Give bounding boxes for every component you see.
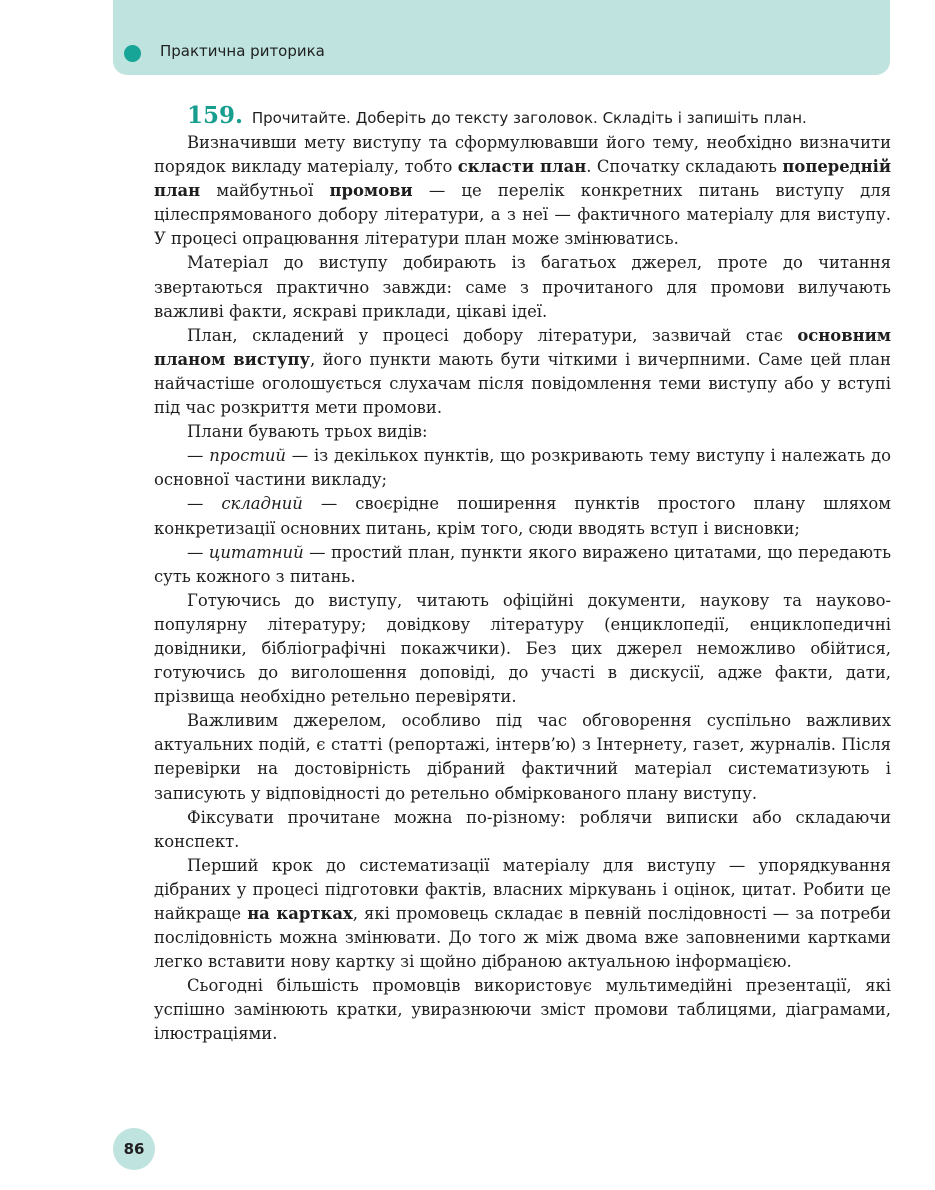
text-run: Плани бувають трьох видів: [187,422,428,442]
italic-term: цитатний [208,542,304,562]
paragraph [154,444,891,492]
text-run: Готуючись до виступу, читають офіційні документи, наукову та науково-популярну літературу; довідкову літературу (енциклопедії, енциклопедичні довідники, бібліографічні покажчики). Без цих джерел неможливо обійтися, готуючись до виголошення доповіді, до участі в дискусії, адже факти, дати, прізвища необхідно ретельно перевіряти. [154,590,891,707]
paragraph [154,709,891,805]
text-run: Фіксувати прочитане можна по-різному: роблячи виписки або складаючи конспект. [154,807,891,851]
task-heading [154,103,891,131]
text-run: , які промовець складає в певній послідовності — за потреби послідовність можна змінювати. До того ж між двома вже заповненими картками легко вставити нову картку зі щойно дібраною актуальною інформацією. [154,904,891,972]
paragraph [154,974,891,1046]
section-title: Практична риторика [160,42,325,60]
section-bullet-icon [124,45,141,62]
paragraph [154,541,891,589]
page-number: 86 [113,1128,155,1170]
paragraph [154,806,891,854]
bold-term: основним планом виступу [154,325,891,369]
article-text [154,131,891,1047]
paragraph [154,854,891,974]
task-instruction: Прочитайте. Доберіть до тексту заголовок. Складіть і запишіть план. [251,109,807,127]
text-run: Сьогодні більшість промовців використовує мультимедійні презентації, які успішно замінюють кратки, увиразнюючи зміст промови таблицями, діаграмами, ілюстраціями. [154,976,891,1044]
italic-term: простий [209,446,286,466]
paragraph [154,420,891,444]
text-run: — простий план, пункти якого виражено цитатами, що передають суть кожного з питань. [154,542,891,586]
chapter-header-band [113,0,890,75]
task-number: 159. [187,102,244,129]
text-run: , його пункти мають бути чіткими і вичерпними. Саме цей план найчастіше оголошується слухачам після повідомлення теми виступу або у вступі під час розкриття мети промови. [154,349,891,418]
text-run: — [187,542,209,562]
text-run: Важливим джерелом, особливо під час обговорення суспільно важливих актуальних подій, є статті (репортажі, інтерв’ю) з Інтернету, газет, журналів. Після перевірки на достовірність дібраний фактичний матеріал систематизують і записують у відповідності до ретельно обміркованого плану виступу. [154,711,891,803]
text-run: Матеріал до виступу добирають із багатьох джерел, проте до читання звертаються практично завжди: саме з прочитаного для промови вилучають важливі факти, яскраві приклади, цікаві ідеї. [154,253,891,321]
text-run: . Спочатку складають [586,157,783,177]
paragraph [154,589,891,709]
text-run: — своєрідне поширення пунктів простого плану шляхом конкретизації основних питань, крім того, сюди вводять вступ і висновки; [154,494,891,538]
italic-term: складний [221,494,303,514]
text-run: Перший крок до систематизації матеріалу для виступу — упорядкування дібраних у процесі підготовки фактів, власних міркувань і оцінок, цитат. Робити це найкраще [154,855,891,923]
text-run: — із декількох пунктів, що розкривають тему виступу і належать до основної частини викладу; [154,446,891,490]
text-run: — це перелік конкретних питань виступу для цілеспрямованого добору літератури, а з неї — фактичного матеріалу для виступу. У процесі опрацювання літератури план може змінюватись. [154,181,891,249]
paragraph [154,324,891,420]
bold-term: скласти план [457,157,587,177]
text-run: майбутньої [200,181,330,201]
paragraph [154,251,891,323]
text-run: — [187,494,222,514]
text-run: — [187,446,210,466]
text-run: План, складений у процесі добору літератури, зазвичай стає [187,325,798,345]
bold-term: на картках [247,904,353,923]
paragraph [154,492,891,540]
paragraph [154,131,891,251]
text-run: Визначивши мету виступу та сформулювавши його тему, необхідно визначити порядок викладу матеріалу, тобто [154,133,891,177]
page-body [154,103,891,1047]
bold-term: промови [329,181,413,201]
bold-term: попередній план [154,157,891,201]
